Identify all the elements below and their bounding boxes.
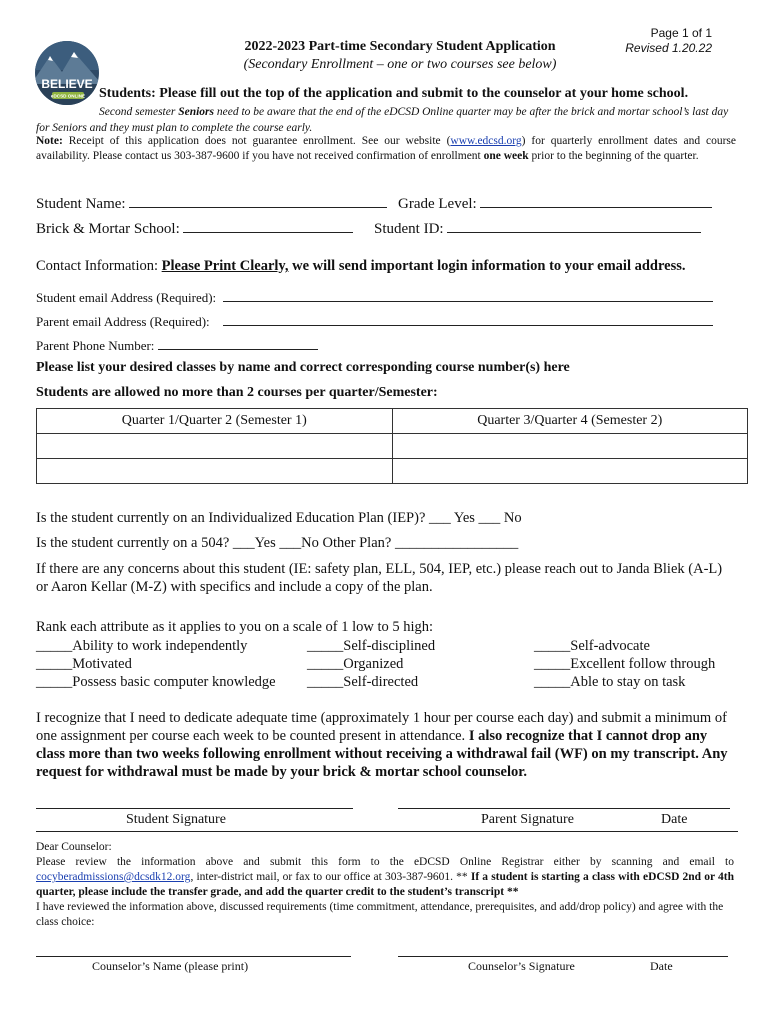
brick-mortar-field[interactable]: Brick & Mortar School: xyxy=(36,218,353,238)
semester2-header: Quarter 3/Quarter 4 (Semester 2) xyxy=(392,409,748,434)
page-info xyxy=(625,26,712,56)
rank-column-3 xyxy=(534,637,715,691)
iep-question[interactable]: Is the student currently on an Individualized Education Plan (IEP)? ___ Yes ___ No xyxy=(36,510,522,526)
section-divider xyxy=(36,831,738,832)
student-id-blank[interactable] xyxy=(447,218,701,233)
rank-item[interactable]: _____Self-advocate xyxy=(534,638,650,654)
counselor-signature-label: Counselor’s Signature xyxy=(468,959,575,973)
rank-column-1 xyxy=(36,637,276,691)
student-id-field[interactable]: Student ID: xyxy=(374,218,701,238)
parent-signature-label: Parent Signature xyxy=(481,812,574,827)
seniors-note: Second semester Seniors need to be aware that the end of the eDCSD Online quarter may be after the brick and mortar school’s last day for Seniors and they must plan to complete the course early. xyxy=(36,106,729,134)
parent-signature-line[interactable] xyxy=(398,808,730,809)
parent-date-label: Date xyxy=(661,812,688,827)
form-title: 2022-2023 Part-time Secondary Student Application xyxy=(244,39,556,54)
counselor-section xyxy=(36,840,734,930)
student-name-blank[interactable] xyxy=(129,193,387,208)
parent-email-blank[interactable] xyxy=(223,311,713,326)
student-email-blank[interactable] xyxy=(223,287,713,302)
form-subtitle: (Secondary Enrollment – one or two courses see below) xyxy=(243,57,557,72)
enrollment-note: Note: Receipt of this application does not guarantee enrollment. See our website (www.edcsd.org) for quarterly enrollment dates and course availability. Please contact us 303-387-9600 if you have not received confirmation of enrollment one week prior to the beginning of the quarter. xyxy=(36,135,737,162)
rank-item[interactable]: _____Excellent follow through xyxy=(534,656,716,672)
website-link[interactable]: www.edcsd.org xyxy=(450,135,522,147)
rank-intro: Rank each attribute as it applies to you on a scale of 1 low to 5 high: xyxy=(36,619,434,635)
semester2-cell[interactable] xyxy=(392,434,748,459)
contact-information-heading: Contact Information: Please Print Clearly, we will send important login information to your email address. xyxy=(36,258,686,274)
counselor-instructions: Please review the information above and submit this form to the eDCSD Online Registrar either by scanning and email to cocyberadmissions@dcsdk12.org, inter-district mail, or fax to our office at 303-387-9601. ** If a student is starting a class with eDCSD 2nd or 4th quarter, please include the transfer grade, and add the quarter credit to the student’s transcript ** xyxy=(36,856,734,898)
counselor-signature-line[interactable] xyxy=(398,956,728,957)
agreement-text: I recognize that I need to dedicate adequate time (approximately 1 hour per course each day) and submit a minimum of one assignment per course each week to be counted present in attendance. I also recognize that I cannot drop any class more than two weeks following enrollment without receiving a withdrawal fail (WF) on my transcript. Any request for withdrawal must be made by your brick & mortar school counselor. xyxy=(36,710,728,780)
semester1-cell[interactable] xyxy=(37,434,393,459)
student-name-field[interactable]: Student Name: xyxy=(36,193,387,213)
counselor-review-text: I have reviewed the information above, discussed requirements (time commitment, attendance, prerequisites, and add/drop policy) and agree with the class choice: xyxy=(36,901,724,928)
rank-item[interactable]: _____Possess basic computer knowledge xyxy=(36,674,276,690)
rank-item[interactable]: _____Motivated xyxy=(36,656,132,672)
rank-item[interactable]: _____Self-disciplined xyxy=(307,638,436,654)
admissions-email-link[interactable]: cocyberadmissions@dcsdk12.org xyxy=(36,871,191,883)
grade-level-blank[interactable] xyxy=(480,193,712,208)
student-signature-line[interactable] xyxy=(36,808,353,809)
believe-logo xyxy=(34,40,100,106)
brick-mortar-blank[interactable] xyxy=(183,218,353,233)
table-row xyxy=(37,459,748,484)
classes-heading: Please list your desired classes by name and correct corresponding course number(s) here xyxy=(36,360,570,375)
page-number: Page 1 of 1 xyxy=(650,26,712,40)
parent-email-field[interactable]: Parent email Address (Required): xyxy=(36,311,713,330)
classes-table xyxy=(36,408,748,484)
semester1-cell[interactable] xyxy=(37,459,393,484)
counselor-date-label: Date xyxy=(650,959,673,973)
logo-subtext: eDCSD ONLINE xyxy=(50,93,86,99)
table-header-row xyxy=(37,409,748,434)
semester2-cell[interactable] xyxy=(392,459,748,484)
students-instruction: Students: Please fill out the top of the application and submit to the counselor at your home school. xyxy=(99,86,689,101)
student-signature-label: Student Signature xyxy=(126,812,226,827)
parent-phone-field[interactable]: Parent Phone Number: xyxy=(36,335,318,354)
logo-text: BELIEVE xyxy=(41,77,93,91)
counselor-name-line[interactable] xyxy=(36,956,351,957)
rank-item[interactable]: _____Ability to work independently xyxy=(36,638,248,654)
rank-item[interactable]: _____Able to stay on task xyxy=(534,674,686,690)
rank-item[interactable]: _____Self-directed xyxy=(307,674,419,690)
counselor-name-label: Counselor’s Name (please print) xyxy=(92,959,249,973)
plan-504-question[interactable]: Is the student currently on a 504? ___Yes ___No Other Plan? _________________ xyxy=(36,535,519,551)
course-limit-heading: Students are allowed no more than 2 courses per quarter/Semester: xyxy=(36,385,438,400)
grade-level-field[interactable]: Grade Level: xyxy=(398,193,712,213)
counselor-greeting: Dear Counselor: xyxy=(36,841,112,853)
rank-column-2 xyxy=(307,637,435,691)
semester1-header: Quarter 1/Quarter 2 (Semester 1) xyxy=(37,409,393,434)
revision-date: Revised 1.20.22 xyxy=(625,41,712,55)
table-row xyxy=(37,434,748,459)
student-email-field[interactable]: Student email Address (Required): xyxy=(36,287,713,306)
concerns-text: If there are any concerns about this student (IE: safety plan, ELL, 504, IEP, etc.) please reach out to Janda Bliek (A-L) or Aaron Kellar (M-Z) with specifics and include a copy of the plan. xyxy=(36,561,723,595)
rank-item[interactable]: _____Organized xyxy=(307,656,404,672)
parent-phone-blank[interactable] xyxy=(158,335,318,350)
